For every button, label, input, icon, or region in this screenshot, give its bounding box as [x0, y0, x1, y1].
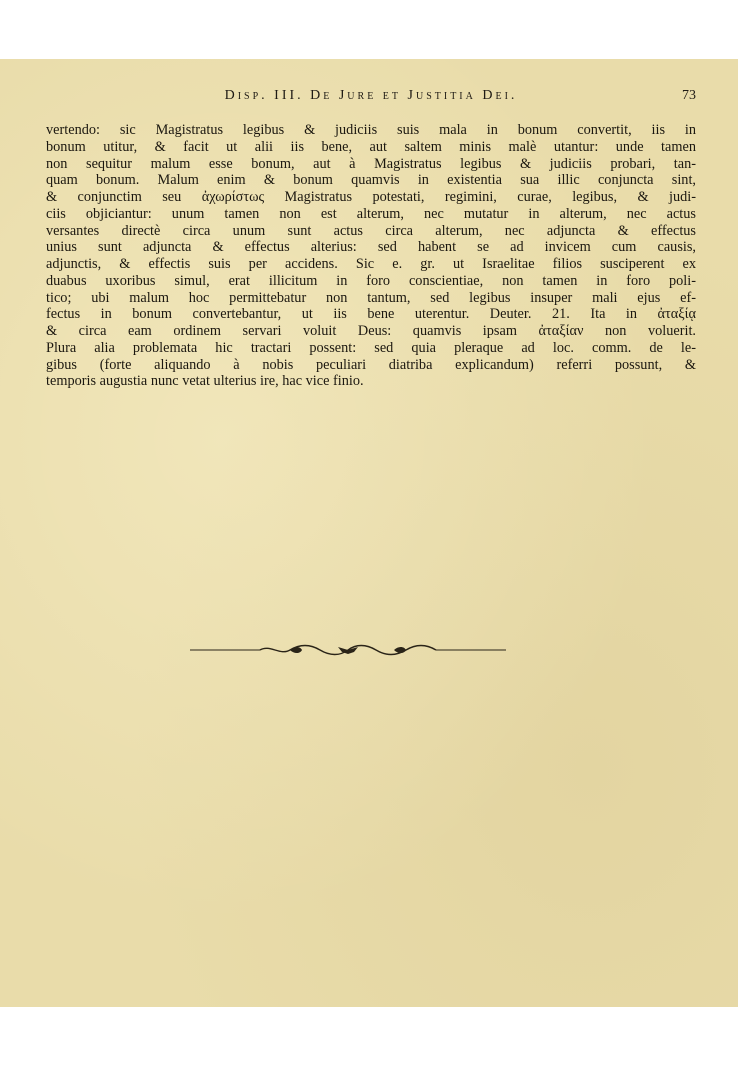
scanned-page	[0, 59, 738, 1007]
text-line: adjunctis, & effectis suis per accidens. Sic e. gr. ut Israelitae filios susciperent ex	[46, 256, 696, 272]
running-title: Disp. III. De Jure et Justitia Dei.	[224, 88, 518, 103]
text-line: tico; ubi malum hoc permittebatur non tantum, sed legibus insuper mali ejus ef-	[46, 289, 696, 306]
text-line: fectus in bonum convertebantur, ut iis bene uterentur. Deuter. 21. Ita in ἀταξίᾳ	[46, 306, 696, 323]
text-line: & circa eam ordinem servari voluit Deus: quamvis ipsam ἀταξίαν non voluerit.	[46, 323, 696, 339]
text-line: temporis augustia nunc vetat ulterius ire, hac vice finio.	[46, 373, 364, 390]
text-line: duabus uxoribus simul, erat illicitum in foro conscientiae, non tamen in foro poli-	[46, 272, 696, 289]
running-head	[46, 88, 696, 110]
text-line: vertendo: sic Magistratus legibus & judiciis suis mala in bonum convertit, iis in	[46, 122, 696, 138]
text-line: & conjunctim seu ἀχωρίστως Magistratus potestati, regimini, curae, legibus, & judi-	[46, 189, 696, 205]
text-line: bonum utitur, & facit ut alii iis bene, aut saltem minis malè utantur: unde tamen	[46, 138, 696, 155]
text-line: ciis objiciantur: unum tamen non est alterum, nec mutatur in alterum, nec actus	[46, 205, 696, 222]
text-line: non sequitur malum esse bonum, aut à Magistratus legibus & judiciis probari, tan-	[46, 155, 696, 172]
text-line: Plura alia problemata hic tractari possent: sed quia pleraque ad loc. comm. de le-	[46, 339, 696, 356]
ornament-divider	[190, 643, 506, 657]
text-line: versantes directè circa unum sunt actus circa alterum, nec adjuncta & effectus	[46, 222, 696, 239]
page-number: 73	[682, 88, 696, 103]
text-line: gibus (forte aliquando à nobis peculiari diatriba explicandum) referri possunt, &	[46, 356, 696, 373]
text-line: quam bonum. Malum enim & bonum quamvis in existentia sua illic conjuncta sint,	[46, 172, 696, 189]
body-text	[46, 122, 696, 390]
text-line: unius sunt adjuncta & effectus alterius: sed habent se ad invicem cum causis,	[46, 239, 696, 256]
